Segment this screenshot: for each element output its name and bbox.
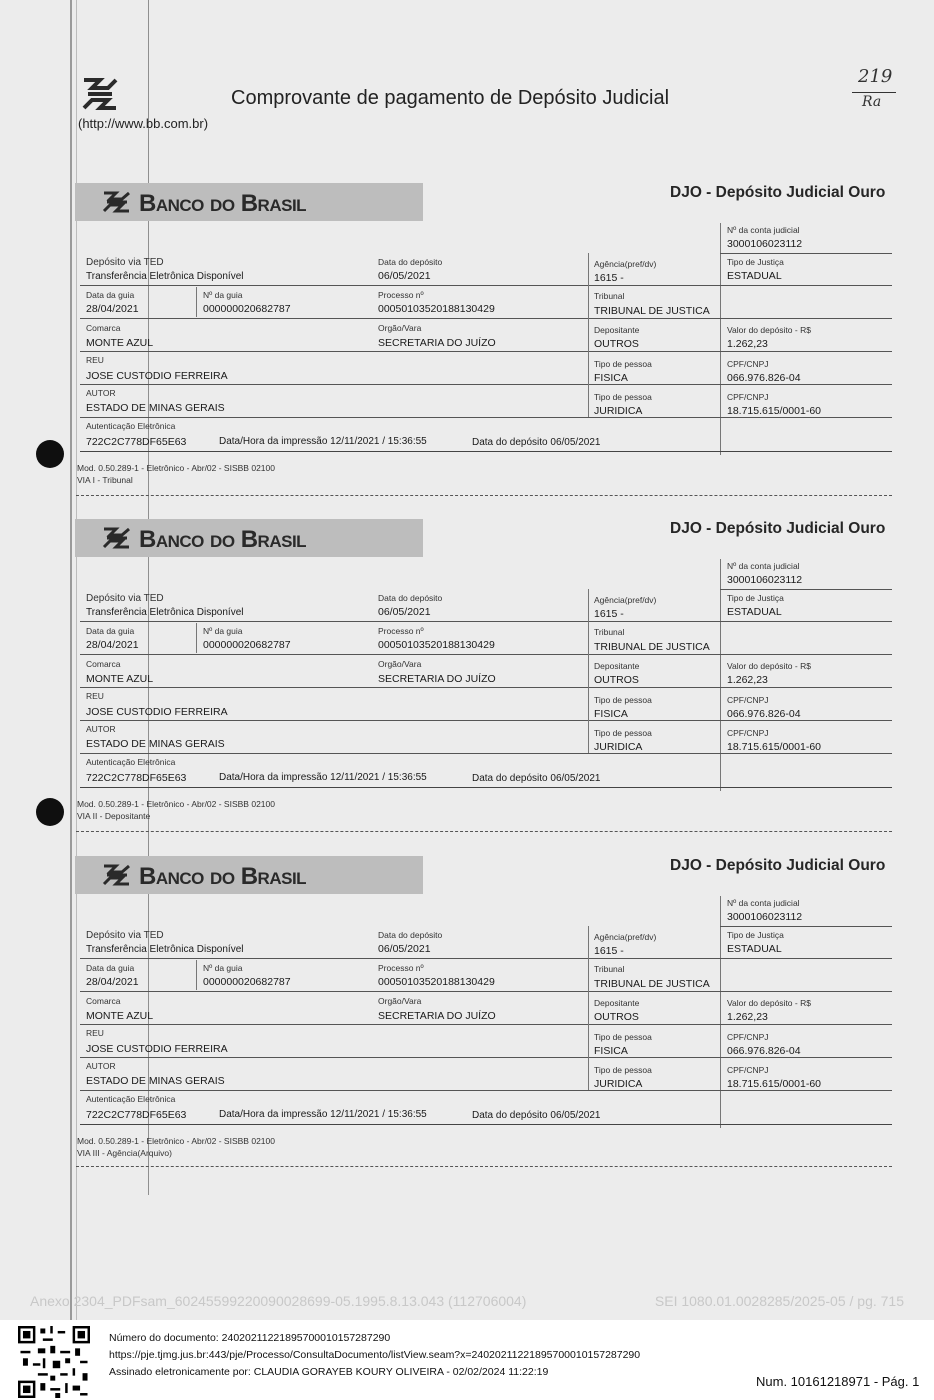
row-divider [80, 351, 892, 352]
bb-logo-icon [102, 190, 132, 214]
processo-value: 00050103520188130429 [378, 303, 495, 315]
autor-value: ESTADO DE MINAS GERAIS [86, 1075, 225, 1087]
via-label: VIA III - Agência(Arquivo) [77, 1148, 172, 1158]
num-guia-value: 000000020682787 [203, 976, 291, 988]
processo-value: 00050103520188130429 [378, 639, 495, 651]
qr-code-icon [18, 1326, 90, 1398]
autor-tipo-label: Tipo de pessoa [594, 392, 652, 402]
row-divider [80, 720, 892, 721]
num-guia-value: 000000020682787 [203, 639, 291, 651]
reu-value: JOSE CUSTODIO FERREIRA [86, 1043, 228, 1055]
data-deposito-value: 06/05/2021 [378, 943, 431, 955]
bb-logo-icon [102, 863, 132, 887]
cut-line [76, 495, 892, 496]
bank-name: Banco do Brasil [139, 526, 307, 553]
autor-value: ESTADO DE MINAS GERAIS [86, 402, 225, 414]
autenticacao-label: Autenticação Eletrônica [86, 757, 176, 767]
reu-cpf-value: 066.976.826-04 [727, 708, 801, 720]
tribunal-value: TRIBUNAL DE JUSTICA [594, 641, 710, 653]
mod-text: Mod. 0.50.289-1 - Eletrônico - Abr/02 - SISBB 02100 [77, 799, 275, 809]
conta-label: Nº da conta judicial [727, 898, 800, 908]
mod-text: Mod. 0.50.289-1 - Eletrônico - Abr/02 - SISBB 02100 [77, 1136, 275, 1146]
processo-label: Processo nº [378, 290, 424, 300]
impressao-text: Data/Hora da impressão 12/11/2021 / 15:36:55 [219, 772, 427, 783]
comarca-label: Comarca [86, 659, 121, 669]
autor-cpf-value: 18.715.615/0001-60 [727, 1078, 822, 1090]
conta-label: Nº da conta judicial [727, 225, 800, 235]
deposit-receipt-2 [0, 519, 934, 839]
num-guia-label: Nº da guia [203, 963, 243, 973]
autor-label: AUTOR [86, 1061, 116, 1071]
autor-label: AUTOR [86, 724, 116, 734]
page-url: (http://www.bb.com.br) [78, 116, 209, 131]
document-footer [0, 1320, 934, 1400]
reu-tipo-value: FISICA [594, 372, 628, 384]
row-divider [80, 1057, 892, 1058]
autenticacao-value: 722C2C778DF65E63 [86, 772, 187, 784]
agencia-value: 1615 - [594, 272, 624, 284]
deposito-via-label: Depósito via TED [86, 257, 164, 268]
valor-label: Valor do depósito - R$ [727, 325, 811, 335]
depositante-value: OUTROS [594, 674, 639, 686]
row-divider [80, 451, 892, 452]
tipo-justica-label: Tipo de Justiça [727, 593, 784, 603]
agencia-value: 1615 - [594, 608, 624, 620]
reu-cpf-label: CPF/CNPJ [727, 359, 769, 369]
reu-tipo-value: FISICA [594, 708, 628, 720]
column-divider [720, 896, 721, 1128]
mod-text: Mod. 0.50.289-1 - Eletrônico - Abr/02 - SISBB 02100 [77, 463, 275, 473]
reu-label: REU [86, 691, 104, 701]
bb-banner [75, 856, 423, 894]
deposito-via-value: Transferência Eletrônica Disponível [86, 944, 244, 955]
data-guia-label: Data da guia [86, 963, 135, 973]
column-divider [196, 960, 197, 990]
reu-label: REU [86, 1028, 104, 1038]
row-divider [720, 253, 892, 254]
tribunal-value: TRIBUNAL DE JUSTICA [594, 305, 710, 317]
data-deposito-label: Data do depósito [378, 257, 443, 267]
deposito-via-value: Transferência Eletrônica Disponível [86, 607, 244, 618]
row-divider [80, 787, 892, 788]
autor-cpf-label: CPF/CNPJ [727, 728, 769, 738]
row-divider [80, 417, 892, 418]
comarca-label: Comarca [86, 323, 121, 333]
data-deposito-value: 06/05/2021 [378, 606, 431, 618]
tipo-justica-value: ESTADUAL [727, 943, 782, 955]
tipo-justica-label: Tipo de Justiça [727, 930, 784, 940]
agencia-label: Agência(pref/dv) [594, 932, 657, 942]
column-divider [720, 559, 721, 791]
tribunal-label: Tribunal [594, 291, 625, 301]
valor-value: 1.262,23 [727, 674, 768, 686]
row-divider [80, 621, 892, 622]
data-deposito-text: Data do depósito 06/05/2021 [472, 1110, 601, 1121]
autor-cpf-value: 18.715.615/0001-60 [727, 741, 822, 753]
reu-tipo-value: FISICA [594, 1045, 628, 1057]
bb-banner [75, 183, 423, 221]
autenticacao-label: Autenticação Eletrônica [86, 1094, 176, 1104]
autor-tipo-value: JURIDICA [594, 405, 643, 417]
impressao-text: Data/Hora da impressão 12/11/2021 / 15:36:55 [219, 436, 427, 447]
tipo-justica-label: Tipo de Justiça [727, 257, 784, 267]
conta-value: 3000106023112 [727, 574, 803, 586]
conta-value: 3000106023112 [727, 911, 803, 923]
reu-cpf-label: CPF/CNPJ [727, 695, 769, 705]
bank-name: Banco do Brasil [139, 863, 307, 890]
num-guia-label: Nº da guia [203, 626, 243, 636]
column-divider [720, 223, 721, 455]
djo-title: DJO - Depósito Judicial Ouro [670, 520, 886, 537]
orgao-label: Orgão/Vara [378, 323, 422, 333]
orgao-value: SECRETARIA DO JUÍZO [378, 337, 496, 349]
watermark-left: Anexo 2304_PDFsam_60245599220090028699-05.1995.8.13.043 (112706004) [30, 1293, 527, 1309]
conta-value: 3000106023112 [727, 238, 803, 250]
reu-cpf-value: 066.976.826-04 [727, 372, 801, 384]
processo-label: Processo nº [378, 626, 424, 636]
valor-value: 1.262,23 [727, 1011, 768, 1023]
column-divider [588, 926, 589, 1090]
autor-tipo-value: JURIDICA [594, 1078, 643, 1090]
via-label: VIA I - Tribunal [77, 475, 133, 485]
valor-label: Valor do depósito - R$ [727, 998, 811, 1008]
data-guia-value: 28/04/2021 [86, 976, 139, 988]
row-divider [720, 589, 892, 590]
autor-label: AUTOR [86, 388, 116, 398]
tipo-justica-value: ESTADUAL [727, 606, 782, 618]
watermark-right: SEI 1080.01.0028285/2025-05 / pg. 715 [654, 1293, 904, 1309]
deposit-receipt-3 [0, 856, 934, 1176]
deposito-via-label: Depósito via TED [86, 930, 164, 941]
autor-cpf-value: 18.715.615/0001-60 [727, 405, 822, 417]
reu-label: REU [86, 355, 104, 365]
reu-cpf-value: 066.976.826-04 [727, 1045, 801, 1057]
agencia-value: 1615 - [594, 945, 624, 957]
cut-line [76, 831, 892, 832]
depositante-value: OUTROS [594, 1011, 639, 1023]
comarca-value: MONTE AZUL [86, 673, 154, 685]
footer-doc-number: Número do documento: 24020211221895700010157287290 [109, 1332, 391, 1344]
data-guia-label: Data da guia [86, 626, 135, 636]
data-deposito-text: Data do depósito 06/05/2021 [472, 773, 601, 784]
depositante-label: Depositante [594, 661, 640, 671]
page-title: Comprovante de pagamento de Depósito Judicial [231, 87, 670, 109]
depositante-label: Depositante [594, 325, 640, 335]
row-divider [80, 1024, 892, 1025]
footer-page-number: Num. 10161218971 - Pág. 1 [756, 1374, 920, 1389]
column-divider [588, 253, 589, 417]
agencia-label: Agência(pref/dv) [594, 259, 657, 269]
impressao-text: Data/Hora da impressão 12/11/2021 / 15:36:55 [219, 1109, 427, 1120]
row-divider [80, 384, 892, 385]
deposito-via-label: Depósito via TED [86, 593, 164, 604]
autor-value: ESTADO DE MINAS GERAIS [86, 738, 225, 750]
handwritten-divider [852, 92, 896, 93]
djo-title: DJO - Depósito Judicial Ouro [670, 857, 886, 874]
num-guia-value: 000000020682787 [203, 303, 291, 315]
bb-logo-icon [80, 76, 120, 112]
column-divider [588, 589, 589, 753]
reu-value: JOSE CUSTODIO FERREIRA [86, 706, 228, 718]
tribunal-label: Tribunal [594, 627, 625, 637]
comarca-value: MONTE AZUL [86, 1010, 154, 1022]
data-deposito-value: 06/05/2021 [378, 270, 431, 282]
reu-tipo-label: Tipo de pessoa [594, 1032, 652, 1042]
row-divider [80, 991, 892, 992]
reu-tipo-label: Tipo de pessoa [594, 359, 652, 369]
autor-tipo-value: JURIDICA [594, 741, 643, 753]
row-divider [80, 753, 892, 754]
orgao-value: SECRETARIA DO JUÍZO [378, 1010, 496, 1022]
data-guia-value: 28/04/2021 [86, 303, 139, 315]
row-divider [80, 958, 892, 959]
orgao-value: SECRETARIA DO JUÍZO [378, 673, 496, 685]
row-divider [720, 926, 892, 927]
num-guia-label: Nº da guia [203, 290, 243, 300]
autor-tipo-label: Tipo de pessoa [594, 1065, 652, 1075]
cut-line [76, 1166, 892, 1167]
bb-banner [75, 519, 423, 557]
autenticacao-label: Autenticação Eletrônica [86, 421, 176, 431]
conta-label: Nº da conta judicial [727, 561, 800, 571]
djo-title: DJO - Depósito Judicial Ouro [670, 184, 886, 201]
agencia-label: Agência(pref/dv) [594, 595, 657, 605]
depositante-value: OUTROS [594, 338, 639, 350]
comarca-value: MONTE AZUL [86, 337, 154, 349]
column-divider [196, 623, 197, 653]
reu-cpf-label: CPF/CNPJ [727, 1032, 769, 1042]
tribunal-label: Tribunal [594, 964, 625, 974]
via-label: VIA II - Depositante [77, 811, 151, 821]
comarca-label: Comarca [86, 996, 121, 1006]
autenticacao-value: 722C2C778DF65E63 [86, 1109, 187, 1121]
autor-cpf-label: CPF/CNPJ [727, 392, 769, 402]
valor-label: Valor do depósito - R$ [727, 661, 811, 671]
autor-cpf-label: CPF/CNPJ [727, 1065, 769, 1075]
footer-link[interactable]: https://pje.tjmg.jus.br:443/pje/Processo/ConsultaDocumento/listView.seam?x=24020211221895700010157287290 [109, 1349, 641, 1361]
orgao-label: Orgão/Vara [378, 996, 422, 1006]
processo-label: Processo nº [378, 963, 424, 973]
autor-tipo-label: Tipo de pessoa [594, 728, 652, 738]
bank-name: Banco do Brasil [139, 190, 307, 217]
processo-value: 00050103520188130429 [378, 976, 495, 988]
bb-logo-icon [102, 526, 132, 550]
row-divider [80, 318, 892, 319]
row-divider [80, 1090, 892, 1091]
row-divider [80, 285, 892, 286]
data-guia-value: 28/04/2021 [86, 639, 139, 651]
deposit-receipt-1 [0, 183, 934, 503]
data-deposito-label: Data do depósito [378, 930, 443, 940]
row-divider [80, 687, 892, 688]
row-divider [80, 654, 892, 655]
data-guia-label: Data da guia [86, 290, 135, 300]
tribunal-value: TRIBUNAL DE JUSTICA [594, 978, 710, 990]
deposito-via-value: Transferência Eletrônica Disponível [86, 271, 244, 282]
column-divider [196, 287, 197, 317]
valor-value: 1.262,23 [727, 338, 768, 350]
watermark [30, 1293, 904, 1309]
data-deposito-text: Data do depósito 06/05/2021 [472, 437, 601, 448]
handwritten-initials: Ra [862, 94, 882, 110]
reu-value: JOSE CUSTODIO FERREIRA [86, 370, 228, 382]
orgao-label: Orgão/Vara [378, 659, 422, 669]
autenticacao-value: 722C2C778DF65E63 [86, 436, 187, 448]
data-deposito-label: Data do depósito [378, 593, 443, 603]
footer-signed: Assinado eletronicamente por: CLAUDIA GORAYEB KOURY OLIVEIRA - 02/02/2024 11:22:19 [109, 1366, 549, 1378]
reu-tipo-label: Tipo de pessoa [594, 695, 652, 705]
tipo-justica-value: ESTADUAL [727, 270, 782, 282]
handwritten-page-number: 219 [858, 66, 893, 87]
row-divider [80, 1124, 892, 1125]
depositante-label: Depositante [594, 998, 640, 1008]
